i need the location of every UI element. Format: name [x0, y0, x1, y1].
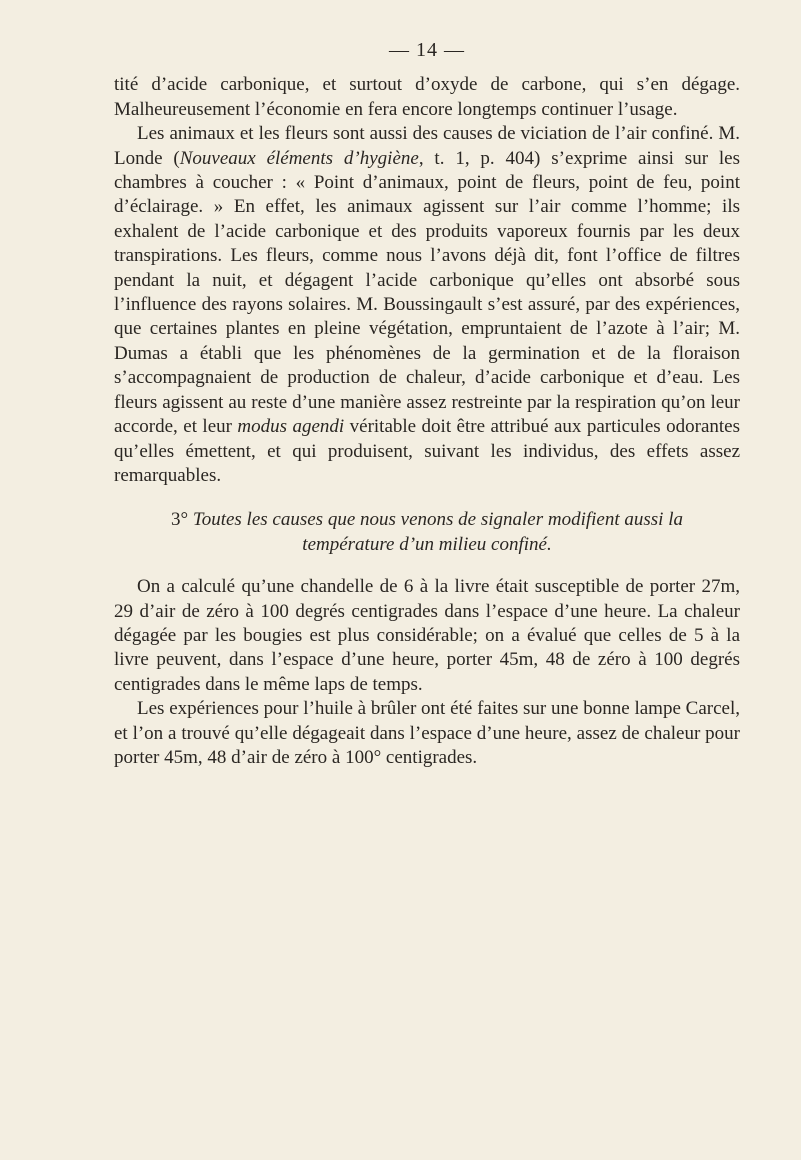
text-block: [114, 38, 740, 770]
paragraph-animals-flowers: [114, 122, 740, 488]
paragraph-continuation: tité d’acide carbonique, et surtout d’oxyde de carbone, qui s’en dégage. Malheureusement l’économie en fera encore longtemps continuer l’usage.: [114, 74, 740, 120]
page-number-header: — 14 —: [389, 39, 465, 61]
section-number: 3°: [171, 509, 189, 531]
latin-phrase-italic: modus agendi: [237, 416, 345, 438]
paragraph-lamp: Les expériences pour l’huile à brûler ont été faites sur une bonne lampe Carcel, et l’on a trouvé qu’elle dégageait dans l’espace d’une heure, assez de chaleur pour porter 45m, 48 d’air de zéro à 100° centigrades.: [114, 698, 740, 768]
paragraph-text-part: , t. 1, p. 404) s’exprime ainsi sur les chambres à coucher : « Point d’animaux, point de fleurs, point de feu, point d’éclairage. » En effet, les animaux agissent sur l’air comme l’homme; ils exhalent de l’acide carbonique et des produits vaporeux fournis par les deux transpirations. Les fleurs, comme nous l’avons déjà dit, font l’office de filtres pendant la nuit, et dégagent l’acide carbonique qu’elles ont absorbé sous l’influence des rayons solaires. M. Boussingault s’est assuré, par des expériences, que certaines plantes en pleine végétation, empruntaient de l’azote à l’air; M. Dumas a établi que les phénomènes de la germination et de la floraison s’accompagnaient de production de chaleur, d’acide carbonique et d’eau. Les fleurs agissent au reste d’une manière assez restreinte par la respiration qu’on leur accorde, et leur: [114, 147, 740, 438]
book-title-italic: Nouveaux éléments d’hygiène: [179, 147, 419, 169]
paragraph-text-part: véritable doit être attribué aux particules odorantes qu’elles émettent, et qui produisent, suivant les individus, des effets assez remarquables.: [114, 416, 740, 486]
section-heading: [114, 508, 740, 557]
paragraph-candles: On a calculé qu’une chandelle de 6 à la livre était susceptible de porter 27m, 29 d’air de zéro à 100 degrés centigrades dans l’espace d’une heure. La chaleur dégagée par les bougies est plus considérable; on a évalué que celles de 5 à la livre peuvent, dans l’espace d’une heure, porter 45m, 48 de zéro à 100 degrés centigrades dans le même laps de temps.: [114, 576, 740, 695]
paragraph-text-part: Les animaux et les fleurs sont aussi des causes de viciation de l’air confiné. M. Londe (: [114, 123, 740, 169]
section-title: Toutes les causes que nous venons de signaler modifient aussi la température d’un milieu confiné.: [192, 509, 683, 555]
